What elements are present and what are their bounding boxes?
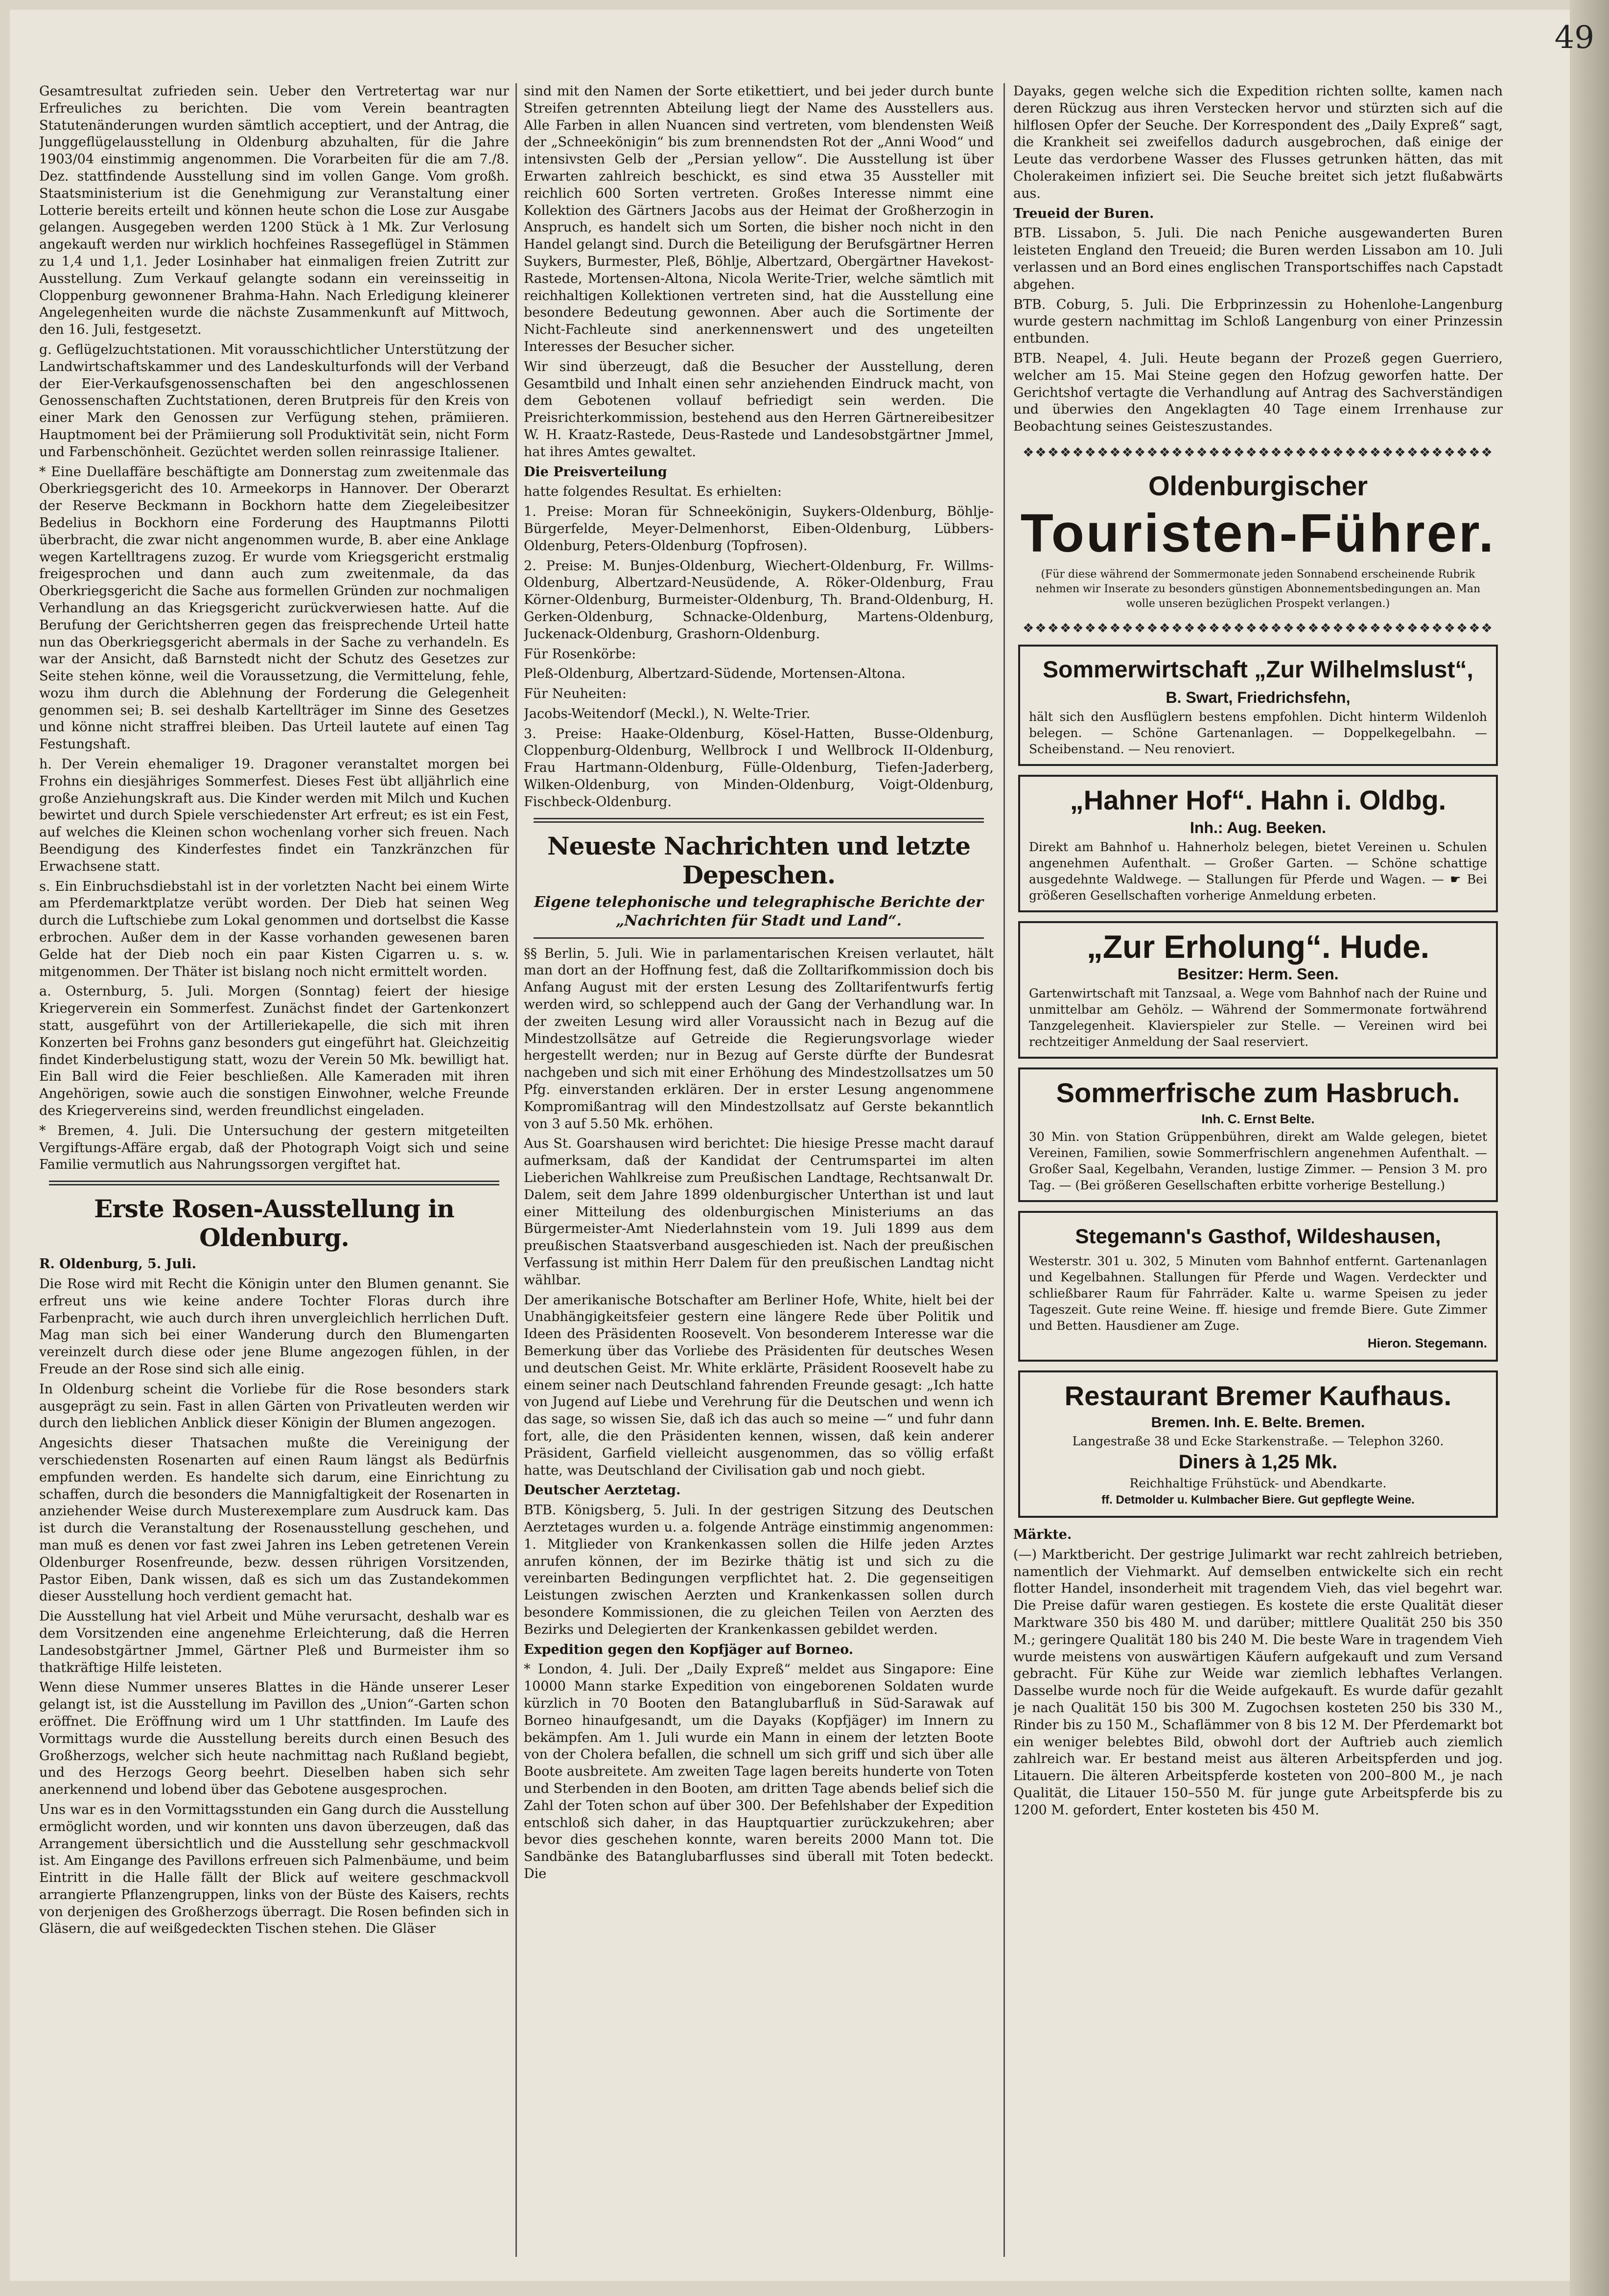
ad-owner: Inh. C. Ernst Belte. — [1201, 1111, 1315, 1126]
article-paragraph: Angesichts dieser Thatsachen mußte die Vereinigung der verschiedensten Rosenarten auf einen Raum längst als Bedürfnis empfunden werden. Es handelte sich darum, eine Einrichtung zu schaffen, durch die besonders die Mannigfaltigkeit der Rosenarten in anziehender Weise durch Musterexemplare zum Ausdruck kam. Das ist durch die Veranstaltung der Rosenausstellung geschehen, und man muß es denen vor fast zwei Jahren ins Leben getretenen Verein Oldenburger Rosenfreunde, bezw. dessen rührigen Vorsitzenden, Pastor Eiben, Dank wissen, daß es sich um das Zustandekommen dieser Ausstellung hoch verdient gemacht hat. — [39, 1436, 509, 1604]
subheading: Treueid der Buren. — [1013, 206, 1154, 221]
ad-owner: Besitzer: Herm. Seen. — [1177, 965, 1339, 983]
subheading: Die Preisverteilung — [524, 464, 667, 480]
ornament-border: ❖❖❖❖❖❖❖❖❖❖❖❖❖❖❖❖❖❖❖❖❖❖❖❖❖❖❖❖❖❖❖❖❖❖❖❖❖❖ — [1023, 445, 1493, 460]
article-paragraph: Aus St. Goarshausen wird berichtet: Die hiesige Presse macht darauf aufmerksam, daß der Kandidat der Centrumspartei im alten Lieberichen Wahlkreise zum Preußischen Landtage, Rechtsanwalt Dr. Dalem, seit dem Jahre 1899 oldenburgischer Unterthan ist und laut einer Mitteilung des oldenburgischen Ministeriums an das Bürgermeister-Amt Niederlahnstein vom 19. Juli 1899 aus dem preußischen Staatsverband ausgeschieden ist. Nach der preußischen Verfassung ist mithin Herr Dalem für den preußischen Landtag nicht wählbar. — [524, 1136, 994, 1288]
ad-signature: Hieron. Stegemann. — [1367, 1335, 1487, 1350]
news-headline: Neueste Nachrichten und letzte Depeschen. — [547, 831, 971, 889]
article-paragraph: hatte folgendes Resultat. Es erhielten: — [524, 484, 782, 500]
ad-text: 30 Min. von Station Grüppenbühren, direkt am Walde gelegen, bietet Vereinen, Familien, sowie Sommerfrischlern angenehmen Aufenthalt. — Großer Saal, Kegelbahn, Veranden, lustige Zimmer. — Pension 3 M. pro Tag. — (Bei größeren Gesellschaften erbitte vorherige Bestellung.) — [1029, 1129, 1487, 1192]
tourist-guide-title: Touristen-Führer. — [1020, 503, 1496, 563]
article-paragraph: In Oldenburg scheint die Vorliebe für die Rose besonders stark ausgeprägt zu sein. Fast in allen Gärten von Privatleuten werden wir durch den lieblichen Anblick dieser Königin der Blumen angezogen. — [39, 1381, 509, 1431]
article-paragraph: BTB. Coburg, 5. Juli. Die Erbprinzessin zu Hohenlohe-Langenburg wurde gestern nachmittag im Schloß Langenburg von einer Prinzessin entbunden. — [1013, 297, 1503, 347]
divider — [534, 937, 984, 939]
article-paragraph: 2. Preise: M. Bunjes-Oldenburg, Wiechert-Oldenburg, Fr. Willms-Oldenburg, Albertzard-Neusüdende, A. Röker-Oldenburg, Frau Körner-Oldenburg, Burmeister-Oldenburg, Th. Brand-Oldenburg, H. Gerken-Oldenburg, Schnacke-Oldenburg, Martens-Oldenburg, Juckenack-Oldenburg, Grashorn-Oldenburg. — [524, 558, 994, 642]
article-paragraph: * Bremen, 4. Juli. Die Untersuchung der gestern mitgeteilten Vergiftungs-Affäre ergab, daß der Photograph Voigt sich und seine Familie vermutlich aus Nahrungssorgen vergiftet hat. — [39, 1123, 509, 1173]
article-paragraph: Wenn diese Nummer unseres Blattes in die Hände unserer Leser gelangt ist, ist die Ausstellung im Pavillon des „Union“-Garten schon eröffnet. Die Eröffnung wird um 1 Uhr stattfinden. Im Laufe des Vormittags wurde die Ausstellung bereits durch einen Besuch des Großherzogs, welcher sich heute nachmittag nach Rußland begiebt, und des Herzogs Georg beehrt. Dieselben haben sich sehr anerkennend und lobend über das Gebotene ausgesprochen. — [39, 1680, 509, 1798]
section-divider — [49, 1181, 499, 1185]
section-divider — [534, 818, 984, 823]
ad-text: hält sich den Ausflüglern bestens empfohlen. Dicht hinterm Wildenloh belegen. — Schöne Gartenanlagen. — Doppelkegelbahn. — Scheibenstand. — Neu renoviert. — [1029, 709, 1487, 756]
ad-title: „Hahner Hof“. Hahn i. Oldbg. — [1070, 784, 1446, 815]
ad-text: Westerstr. 301 u. 302, 5 Minuten vom Bahnhof entfernt. Gartenanlagen und Kegelbahnen. Stallungen für Pferde und Wagen. Verdeckter und schließbarer Raum für Fahrräder. Kalte u. warme Speisen zu jeder Tageszeit. Gute reine Weine. ff. hiesige und fremde Biere. Gute Zimmer und Betten. Hausdiener am Zuge. — [1029, 1253, 1487, 1333]
article-paragraph: Gesamtresultat zufrieden sein. Ueber den Vertretertag war nur Erfreuliches zu berichten. Die vom Verein beantragten Statutenänderungen wurden sämtlich acceptiert, und der Antrag, die Junggeflügelausstellung in Oldenburg abzuhalten, für die Jahre 1903/04 einstimmig angenommen. Die Vorarbeiten für die am 7./8. Dez. stattfindende Ausstellung sind im vollen Gange. Vom großh. Staatsministerium ist die Genehmigung zur Veranstaltung einer Lotterie bereits erteilt und können heute schon die Lose zur Ausgabe gelangen. Ausgegeben werden 1200 Stück à 1 Mk. Zur Verlosung angekauft werden nur wirklich hochfeines Rassegeflügel in Stämmen zu 1,4 und 1,1. Jeder Losinhaber hat einmaligen freien Zutritt zur Ausstellung. Zum Verkauf gelangte sodann ein vereinsseitig in Cloppenburg gewonnener Brahma-Hahn. Nach Erledigung kleinerer Angelegenheiten wurde die nächste Zusammenkunft auf Mittwoch, den 16. Juli, festgesetzt. — [39, 84, 509, 338]
markets-heading: Märkte. — [1013, 1527, 1072, 1542]
ad-wilhelmslust — [1018, 645, 1498, 766]
article-paragraph: Wir sind überzeugt, daß die Besucher der Ausstellung, deren Gesamtbild und Inhalt einen sehr anziehenden Eindruck macht, von dem Gebotenen vollauf befriedigt sein werden. Die Preisrichterkommission, bestehend aus den Herren Gärtnereibesitzer W. H. Kraatz-Rastede, Deus-Rastede und Landesobstgärtner Jmmel, hat ihres Amtes gewaltet. — [524, 359, 994, 460]
ad-title: Restaurant Bremer Kaufhaus. — [1064, 1380, 1452, 1411]
column-2 — [524, 83, 994, 2267]
article-paragraph: Uns war es in den Vormittagsstunden ein Gang durch die Ausstellung ermöglicht worden, und wir konnten uns davon überzeugen, daß das Arrangement übersichtlich und die Ausstellung sehr geschmackvoll ist. Am Eingange des Pavillons erfreuen sich Palmenbäume, und beim Eintritt in die Halle fällt der Blick auf weitere geschmackvoll arrangierte Pflanzengruppen, links von der Büste des Kaisers, rechts von derjenigen des Großherzogs überragt. Die Rosen befinden sich in Gläsern, die auf weißgedeckten Tischen stehen. Die Gläser — [39, 1802, 509, 1937]
ad-title: „Zur Erholung“. Hude. — [1086, 928, 1430, 965]
subheading: Deutscher Aerztetag. — [524, 1483, 681, 1498]
ad-title: Stegemann's Gasthof, Wildeshausen, — [1075, 1224, 1441, 1248]
ad-owner: B. Swart, Friedrichsfehn, — [1166, 688, 1351, 706]
article-paragraph: Pleß-Oldenburg, Albertzard-Südende, Mortensen-Altona. — [524, 666, 906, 682]
ad-text: Gartenwirtschaft mit Tanzsaal, a. Wege vom Bahnhof nach der Ruine und unmittelbar am Gehölz. — Während der Sommermonate fortwährend Tanzgelegenheit. Klavierspieler zur Stelle. — Vereinen wird bei rechtzeitiger Anmeldung der Saal reserviert. — [1029, 986, 1487, 1049]
tourist-guide-note: (Für diese während der Sommermonate jeden Sonnabend erscheinende Rubrik nehmen wir Inserate zu besonders günstigen Abonnementsbedingungen an. Man wolle unseren bezüglichen Prospekt verlangen.) — [1035, 568, 1481, 610]
article-paragraph: (—) Marktbericht. Der gestrige Julimarkt war recht zahlreich betrieben, namentlich der Viehmarkt. Auf demselben entwickelte sich ein recht flotter Handel, insonderheit mit tragendem Vieh, das viel begehrt war. Die Preise dafür waren gestiegen. Es kostete die erste Qualität dieser Marktware 350 bis 480 M. und darüber; mittlere Qualität 250 bis 350 M.; geringere Qualität 180 bis 240 M. Die beste Ware in tragendem Vieh wurde meistens von auswärtigen Käufern aufgekauft und zum Versand gebracht. Für Kühe zur Weide war ziemlich lebhaftes Verlangen. Dasselbe wurde noch für die Weide aufgekauft. Es wurde dafür gezahlt je nach Qualität 150 bis 300 M. Zugochsen kosteten 250 bis 330 M., Rinder bis zu 150 M., Schaflämmer von 8 bis 12 M. Der Pferdemarkt bot ein weniger belebtes Bild, obwohl dort der Auftrieb auch ziemlich zahlreich war. Er bestand meist aus älteren Arbeitspferden und jog. Litauern. Die älteren Arbeitspferde kosteten von 200–800 M., je nach Qualität, die Litauer 150–550 M. für junge gute Arbeitspferde bis zu 1200 M. gefordert, Enter kosteten bis 450 M. — [1013, 1547, 1503, 1818]
ad-text: Reichhaltige Frühstück- und Abendkarte. — [1129, 1476, 1387, 1490]
article-paragraph: Die Ausstellung hat viel Arbeit und Mühe verursacht, deshalb war es dem Vorsitzenden eine angenehme Erleichterung, daß die Herren Landesobstgärtner Jmmel, Gärtner Pleß und Burmeister ihm so thatkräftige Hilfe leisteten. — [39, 1609, 509, 1675]
ad-diners: Diners à 1,25 Mk. — [1178, 1451, 1338, 1473]
article-paragraph: s. Ein Einbruchsdiebstahl ist in der vorletzten Nacht bei einem Wirte am Pferdemarktplatze verübt worden. Der Dieb hat seinen Weg durch die Luftschiebe zum Lokal genommen und dortselbst die Kasse erbrochen. Außer dem in der Kasse vorhanden gewesenen baren Gelde hat der Dieb noch ein paar Kisten Cigarren u. s. w. mitgenommen. Der Thäter ist bislang noch nicht ermittelt worden. — [39, 879, 509, 979]
subheading: Expedition gegen den Kopfjäger auf Borneo. — [524, 1642, 854, 1657]
column-rule-1 — [515, 83, 517, 2257]
article-paragraph: sind mit den Namen der Sorte etikettiert, und bei jeder durch bunte Streifen getrennten Abteilung liegt der Name des Ausstellers aus. Alle Farben in allen Nuancen sind vertreten, vom blendensten Weiß der „Schneekönigin“ bis zum brennendsten Rot der „Anni Wood“ und intensivsten Gelb der „Persian yellow“. Die Ausstellung ist über Erwarten zahlreich beschickt, es sind etwa 35 Aussteller mit reichlich 600 Sorten vertreten. Großes Interesse nimmt eine Kollektion des Gärtners Jacobs aus der Heimat der Großherzogin in Anspruch, es handelt sich um Sorten, die bisher noch nicht in den Handel gelangt sind. Durch die Beteiligung der Berufsgärtner Herren Suykers, Burmester, Pleß, Böhlje, Albertzard, Obergärtner Havekost-Rastede, Mortensen-Altona, Nicola Werite-Trier, welche sämtlich mit reichhaltigen Kollektionen vertreten sind, hat die Ausstellung eine besondere Bedeutung gewonnen. Aber auch die Sortimente der Nicht-Fachleute sind anerkennenswert und des ungeteilten Interesses der Besucher sicher. — [524, 84, 994, 354]
page-number: 49 — [1554, 20, 1594, 56]
page-edge — [1570, 0, 1609, 2296]
ad-stegemann — [1018, 1211, 1498, 1362]
article-paragraph: h. Der Verein ehemaliger 19. Dragoner veranstaltet morgen bei Frohns ein diesjähriges Sommerfest. Dieses Fest übt alljährlich eine große Anziehungskraft aus. Die Kinder werden mit Milch und Kuchen bewirtet und durch Spiele verschiedenster Art erfreut; es ist ein Fest, auf welches die Kleinen schon wochenlang vorher sich freuen. Nach Beendigung des Kinderfestes findet ein Tanzkränzchen für Erwachsene statt. — [39, 757, 509, 874]
article-paragraph: Der amerikanische Botschafter am Berliner Hofe, White, hielt bei der Unabhängigkeitsfeier gestern eine längere Rede über Politik und Ideen des Präsidenten Roosevelt. Von besonderem Interesse war die Bemerkung über das Vorliebe des Präsidenten für deutsches Wesen und deutschen Geist. Mr. White erklärte, Präsident Roosevelt habe zu einem seiner nach Deutschland fahrenden Freunde gesagt: „Ich hatte von Jugend auf Liebe und Verehrung für die Deutschen und wenn ich das sage, so wissen Sie, daß ich das auch so meine —“ und fuhr dann fort, alle, die den Präsidenten kennen, wissen, daß kein anderer Präsident, Garfield vielleicht ausgenommen, das so völlig erfaßt hatte, was Deutschland der Civilisation gab und noch giebt. — [524, 1292, 994, 1478]
article-paragraph: * London, 4. Juli. Der „Daily Expreß“ meldet aus Singapore: Eine 10000 Mann starke Expedition von eingeborenen Soldaten wurde kürzlich in 70 Booten den Batanglubarfluß in Süd-Sarawak auf Borneo hinaufgesandt, um die Dayaks (Kopfjäger) im Innern zu bekämpfen. Am 1. Juli wurde ein Mann in einem der letzten Boote von der Cholera befallen, die schnell um sich griff und sich über alle Boote ausbreitete. Am zweiten Tage lagen bereits hunderte von Toten und Sterbenden in den Booten, am dritten Tage abends belief sich die Zahl der Toten schon auf über 300. Der Befehlshaber der Expedition entschloß sich daher, in das Hauptquartier zurückzukehren; aber bevor dies geschehen konnte, waren bereits 2000 Mann tot. Die Sandbänke des Batanglubarflusses sind überall mit Toten bedeckt. Die — [524, 1662, 994, 1881]
article-paragraph: 1. Preise: Moran für Schneekönigin, Suykers-Oldenburg, Böhlje-Bürgerfelde, Meyer-Delmenhorst, Eiben-Oldenburg, Lübbers-Oldenburg, Peters-Oldenburg (Topfrosen). — [524, 504, 994, 554]
ad-title: Sommerwirtschaft „Zur Wilhelmslust“, — [1043, 656, 1473, 683]
article-paragraph: BTB. Neapel, 4. Juli. Heute begann der Prozeß gegen Guerriero, welcher am 15. Mai Steine gegen den Hofzug geworfen hatte. Der Gerichtshof vertagte die Verhandlung auf Antrag des Sachverständigen und überwies den Angeklagten 40 Tage einem Irrenhause zur Beobachtung seines Geisteszustandes. — [1013, 350, 1503, 435]
ad-owner: Bremen. Inh. E. Belte. Bremen. — [1151, 1414, 1365, 1431]
article-paragraph: 3. Preise: Haake-Oldenburg, Kösel-Hatten, Busse-Oldenburg, Cloppenburg-Oldenburg, Wellbrock I und Wellbrock II-Oldenburg, Frau Hartmann-Oldenburg, Fülle-Oldenburg, Tiefen-Jaderberg, Wilken-Oldenburg, von Minden-Oldenburg, Voigt-Oldenburg, Fischbeck-Oldenburg. — [524, 726, 994, 810]
article-paragraph: Jacobs-Weitendorf (Meckl.), N. Welte-Trier. — [524, 706, 811, 721]
article-paragraph: Dayaks, gegen welche sich die Expedition richten sollte, kamen nach deren Rückzug aus ihren Verstecken hervor und stürzten sich auf die hilflosen Opfer der Seuche. Der Korrespondent des „Daily Expreß“ sagt, die Krankheit sei zweifellos dadurch ausgebrochen, daß einige der Leute das verdorbene Wasser des Flusses getrunken hätten, das mit Cholerakeimen infiziert sei. Die Seuche breitet sich jetzt flußabwärts aus. — [1013, 84, 1503, 201]
article-paragraph: a. Osternburg, 5. Juli. Morgen (Sonntag) feiert der hiesige Kriegerverein ein Sommerfest. Zunächst findet der Gartenkonzert statt, ausgeführt von der Artilleriekapelle, die sich mit ihren Konzerten bei Frohns ganz besonders gut eingeführt hat. Gleichzeitig findet Kinderbelustigung statt, wozu der Verein 50 Mk. bewilligt hat. Ein Ball wird die Feier beschließen. Alle Kameraden mit ihren Angehörigen, sowie auch die sonstigen Einwohner, welche Freunde des Kriegervereins sind, werden freundlichst eingeladen. — [39, 984, 509, 1119]
ad-zur-erholung — [1018, 921, 1498, 1059]
article-paragraph: Die Rose wird mit Recht die Königin unter den Blumen genannt. Sie erfreut uns wie keine andere Tochter Floras durch ihre Farbenpracht, wie auch durch ihren unvergleichlich herrlichen Duft. Mag man sich bei einer Wanderung durch den Blumengarten vereinzelt durch diese oder jene Blume angezogen fühlen, in der Freude an der Rose sind sich alle einig. — [39, 1276, 509, 1377]
article-paragraph: * Eine Duellaffäre beschäftigte am Donnerstag zum zweitenmale das Oberkriegsgericht des 10. Armeekorps in Hannover. Der Oberarzt der Reserve Beckmann in Bockhorn hatte dem Ziegeleibesitzer Bedelius in Bockhorn eine Forderung des Hauptmanns Pilotti überbracht, die zwar nicht angenommen wurde, B. aber eine Anklage wegen Kartelltragens zuzog. Er wurde vom Kriegsgericht erstmalig freigesprochen und dann auch zum zweitenmale, da das Oberkriegsgericht die Sache aus formellen Gründen zur nochmaligen Verhandlung an das Kriegsgericht zurückverwiesen hatte. Auf die Berufung der Gerichtsherren gegen das freisprechende Urteil hatte nun das Oberkriegsgericht abermals in der Sache zu verhandeln. Es war der Ansicht, daß Barnstedt nicht der Schutz des Gesetzes zur Seite stehen könne, weil die Voraussetzung, die Vermittelung, fehle, wozu ihm durch die Ablehnung der Forderung die Gelegenheit genommen sei; B. sei deshalb Kartellträger im Sinne des Gesetzes und könne nicht straffrei bleiben. Das Urteil lautete auf einen Tag Festungshaft. — [39, 464, 509, 752]
dateline: R. Oldenburg, 5. Juli. — [39, 1256, 197, 1272]
ad-text: Direkt am Bahnhof u. Hahnerholz belegen, bietet Vereinen u. Schulen angenehmen Aufenthalt. — Großer Garten. — Schöne schattige ausgedehnte Waldwege. — Stallungen für Pferde und Wagen. — ☛ Bei größeren Gesellschaften vorherige Anmeldung erbeten. — [1029, 839, 1487, 903]
column-3 — [1013, 83, 1503, 2267]
ornament-border: ❖❖❖❖❖❖❖❖❖❖❖❖❖❖❖❖❖❖❖❖❖❖❖❖❖❖❖❖❖❖❖❖❖❖❖❖❖❖ — [1023, 621, 1493, 636]
column-1 — [39, 83, 509, 2267]
article-paragraph: g. Geflügelzuchtstationen. Mit vorausschichtlicher Unterstützung der Landwirtschaftskammer und des Landeskulturfonds will der Verband der Eier-Verkaufsgenossenschaften bei den angeschlossenen Genossenschaften Zuchtstationen, deren Brutpreis für den Kreis von einer Mark den Genossen zur Verfügung stehen, prämiieren. Hauptmoment bei der Prämiierung soll Produktivität sein, nicht Form und Farbenschönheit. Gezüchtet werden sollen reinrassige Italiener. — [39, 342, 509, 460]
ad-hahner-hof — [1018, 775, 1498, 912]
ad-owner: Inh.: Aug. Beeken. — [1190, 818, 1326, 836]
tourist-guide-title-top: Oldenburgischer — [1148, 470, 1368, 501]
ad-bremer-kaufhaus — [1018, 1370, 1498, 1518]
ad-title: Sommerfrische zum Hasbruch. — [1056, 1077, 1460, 1108]
column-rule-2 — [1003, 83, 1005, 2257]
article-paragraph: BTB. Königsberg, 5. Juli. In der gestrigen Sitzung des Deutschen Aerztetages wurden u. a. folgende Anträge einstimmig angenommen: 1. Mitglieder von Krankenkassen sollen die Hilfe jeden Arztes anrufen können, der im Bezirke thätig ist und sich zu die vereinbarten Bedingungen verpflichtet hat. 2. Die gegenseitigen Leistungen zwischen Aerzten und Krankenkassen sollen durch besondere Kommissionen, die zu gleichen Teilen von Aerzten des Bezirks und Delegierten der Krankenkassen gebildet werden. — [524, 1503, 994, 1637]
ad-address: Langestraße 38 und Ecke Starkenstraße. — Telephon 3260. — [1072, 1434, 1444, 1448]
ad-beer: ff. Detmolder u. Kulmbacher Biere. Gut gepflegte Weine. — [1101, 1493, 1415, 1507]
ad-hasbruch — [1018, 1067, 1498, 1202]
article-paragraph: §§ Berlin, 5. Juli. Wie in parlamentarischen Kreisen verlautet, hält man dort an der Hoffnung fest, daß die Zolltarifkommission doch bis Anfang August mit der ersten Lesung des Zolltarifentwurfs fertig werden wird, so schleppend auch der Gang der Verhandlung war. In der zweiten Lesung wird aller Voraussicht nach in Bezug auf die Mindestzollsätze auf Getreide die Regierungsvorlage wieder hergestellt werden; nur in Bezug auf Gerste dürfte der Bundesrat nachgeben und sich mit einer Erhöhung des Mindestzollsatzes um 50 Pfg. einverstanden erklären. Der in erster Lesung angenommene Kompromißantrag will den Mindestzollsatz auf Gerste bekanntlich von 3 auf 5.50 Mk. erhöhen. — [524, 946, 994, 1132]
news-subheadline: Eigene telephonische und telegraphische Berichte der „Nachrichten für Stadt und Land“. — [534, 893, 983, 929]
subheading: Für Neuheiten: — [524, 686, 627, 702]
rose-exhibition-headline: Erste Rosen-Ausstellung in Oldenburg. — [94, 1194, 454, 1252]
article-paragraph: BTB. Lissabon, 5. Juli. Die nach Peniche ausgewanderten Buren leisteten England den Treueid; die Buren werden Lissabon am 10. Juli verlassen und an Bord eines englischen Transportschiffes nach Capstadt abgehen. — [1013, 226, 1503, 292]
subheading: Für Rosenkörbe: — [524, 646, 636, 662]
